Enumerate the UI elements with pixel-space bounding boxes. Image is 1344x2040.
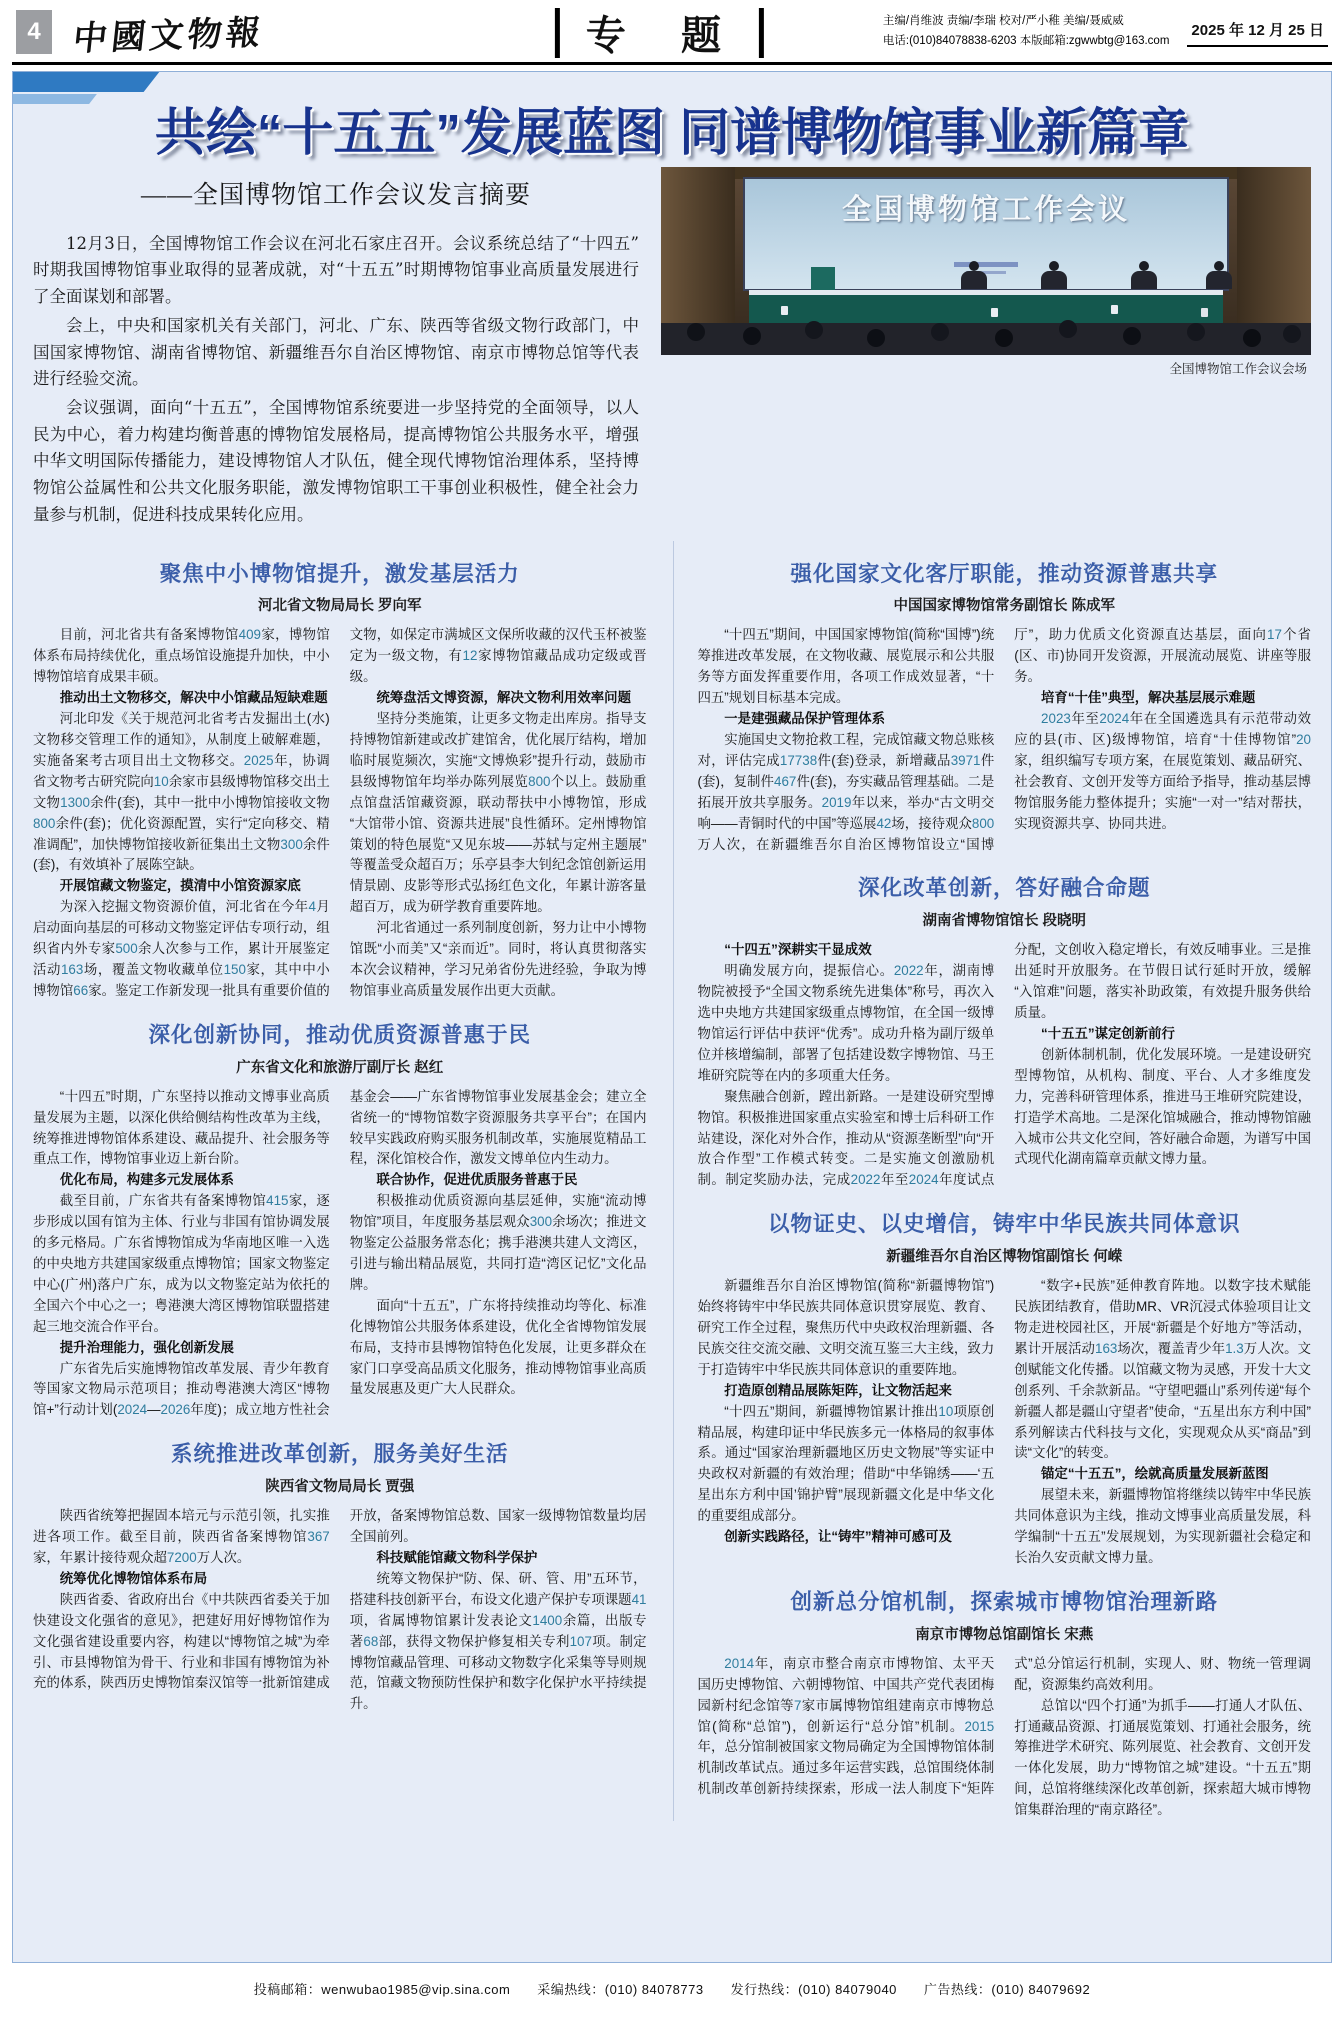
- article-title: 深化创新协同，推动优质资源普惠于民: [148, 1022, 531, 1047]
- article-byline: 湖南省博物馆馆长 段晓明: [922, 913, 1087, 930]
- articles-column-right: [673, 541, 1312, 1822]
- article-body: 目前，河北省共有备案博物馆409家，博物馆体系布局持续优化，重点场馆设施提升加快，中小博物馆培育成果丰硕。 推动出土文物移交，解决中小馆藏品短缺难题 河北印发《关于规范河北省考古发掘出土(水)文物移交管理工作的通知》，从制度上破解难题，实施备案考古项目出土文物移交。2025年，协调省文物考古研究院向10余家市县级博物馆移交出土文物1300余件(套)，其中一批中小博物馆接收文物800余件(套)；优化资源配置，实行“定向移交、精准调配”，加快博物馆接收新征集出土文物300余件(套)，有效填补了展陈空缺。 开展馆藏文物鉴定，摸清中小馆资源家底 为深入挖掘文物资源价值，河北省在今年4月启动面向基层的可移动文物鉴定评估专项行动，组织省内外专家500余人次参与工作，累计开展鉴定活动163场，覆盖文物收藏单位150家，其中中小博物馆66家。鉴定工作新发现一批具有重要价值的文物，如保定市满城区文保所收藏的汉代玉杯被鉴定为一级文物，有12家博物馆藏品成功定级或晋级。 统筹盘活文博资源，解决文物利用效率问题 坚持分类施策，让更多文物走出库房。指导支持博物馆新建或改扩建馆舍，优化展厅结构，增加临时展览频次，实施“文博焕彩”提升行动，鼓励市县级博物馆年均举办陈列展览800个以上。鼓励重点馆盘活馆藏资源，联动帮扶中小博物馆，形成“大馆带小馆、资源共进展”良性循环。定州博物馆策划的特色展览“又见东坡——苏轼与定州主题展”等覆盖受众超百万；乐亭县李大钊纪念馆创新运用情景剧、皮影等形式弘扬红色文化，年累计游客量超百万，成为研学教育重要阵地。 河北省通过一系列制度创新，努力让中小博物馆既“小而美”又“亲而近”。同时，将认真贯彻落实本次会议精神，学习兄弟省份先进经验，争取为博物馆事业高质量发展作出更大贡献。: [33, 627, 647, 998]
- photo-teacups: [781, 306, 788, 315]
- article-xinjiang: [698, 1211, 1312, 1569]
- article-body: “十四五”时期，广东坚持以推动文博事业高质量发展为主题，以深化供给侧结构性改革为主线，统筹推进博物馆体系建设、藏品提升、社会服务等重点工作，博物馆事业迈上新台阶。 优化布局，构建多元发展体系 截至目前，广东省共有备案博物馆415家，逐步形成以国有馆为主体、行业与非国有馆协调发展的多元格局。广东省博物馆成为华南地区唯一入选的中央地方共建国家级重点博物馆；国家文物鉴定中心(广州)落户广东，成为以文物鉴定站为依托的全国六个中心之一；粤港澳大湾区博物馆联盟搭建起三地交流合作平台。 提升治理能力，强化创新发展 广东省先后实施博物馆改革发展、青少年教育等国家文物局示范项目；推动粤港澳大湾区“博物馆+”行动计划(2024—2026年度)；成立地方性社会基金会——广东省博物馆事业发展基金会；建立全省统一的“博物馆数字资源服务共享平台”；在国内较早实践政府购买服务机制改革，实施展览精品工程，深化馆校合作，激发文博单位内生动力。 联合协作，促进优质服务普惠于民 积极推动优质资源向基层延伸，实施“流动博物馆”项目，年度服务基层观众300余场次；推进文物鉴定公益服务常态化；携手港澳共建人文湾区，引进与输出精品展览，共同打造“湾区记忆”文化品牌。 面向“十五五”，广东将持续推动均等化、标准化博物馆公共服务体系建设，优化全省博物馆发展布局，支持市县博物馆特色化发展，让更多群众在家门口享受高品质文化服务，推动博物馆事业高质量发展惠及更广大人民群众。: [33, 1088, 647, 1418]
- main-headline: 共绘“十五五”发展蓝图 同谱博物馆事业新篇章: [154, 104, 1190, 161]
- lede-row: [33, 167, 1311, 531]
- corner-accent: [12, 71, 162, 92]
- article-title: 聚焦中小博物馆提升，激发基层活力: [159, 561, 520, 586]
- main-panel: [12, 71, 1332, 1963]
- lede-text-block: [33, 167, 639, 531]
- photo-audience-heads: [687, 323, 705, 341]
- article-body: 新疆维吾尔自治区博物馆(简称“新疆博物馆”)始终将铸牢中华民族共同体意识贯穿展览、教育、研究工作全过程，聚焦历代中央政权治理新疆、各民族交往交流交融、文明交流互鉴三大主线，致力于打造铸牢中华民族共同体意识的重要阵地。 打造原创精品展陈矩阵，让文物活起来 “十四五”期间，新疆博物馆累计推出10项原创精品展，构建印证中华民族多元一体格局的叙事体系。通过“国家治理新疆地区历史文物展”等实证中央政权对新疆的有效治理；借助“中华锦绣——‘五星出东方利中国’锦护臂”展现新疆文化是中华文化的重要组成部分。 创新实践路径，让“铸牢”精神可感可及 “数字+民族”延伸教育阵地。以数字技术赋能民族团结教育，借助MR、VR沉浸式体验项目让文物走进校园社区，开展“新疆是个好地方”等活动，累计开展活动163场次，覆盖青少年1.3万人次。文创赋能文化传播。以馆藏文物为灵感，开发十大文创系列、千余款新品。“守望吧疆山”系列传递“每个新疆人都是疆山守望者”使命，“五星出东方利中国”系列解读古代科技与文化，实现观众从买“商品”到读“文化”的转变。 锚定“十五五”，绘就高质量发展新蓝图 展望未来，新疆博物馆将继续以铸牢中华民族共同体意识为主线，推动文博事业高质量发展，科学编制“十五五”发展规划，为实现新疆社会稳定和长治久安贡献文博力量。: [697, 1278, 1312, 1565]
- article-body: “十四五”深耕实干显成效 明确发展方向，提振信心。2022年，湖南博物院被授予“全国文物系统先进集体”称号，再次入选中央地方共建国家级重点博物馆，在全国一级博物馆运行评估中获评“优秀”。成功升格为副厅级单位并核增编制，部署了包括建设数字博物馆、马王堆研究院等在内的多项重大任务。 聚焦融合创新，蹚出新路。一是建设研究型博物馆。积极推进国家重点实验室和博士后科研工作站建设，深化对外合作，推动从“资源垄断型”向“开放合作型”工作模式转变。二是实施文创激励机制。制定奖励办法，完成2022年至2024年度试点分配，文创收入稳定增长，有效反哺事业。三是推出延时开放服务。在节假日试行延时开放，缓解“入馆难”问题，落实补助政策，有效提升服务供给质量。 “十五五”谋定创新前行 创新体制机制，优化发展环境。一是建设研究型博物馆，从机构、制度、平台、人才多维度发力，完善科研管理体系，推进马王堆研究院建设，打造学术高地。二是深化馆城融合，推动博物馆融入城市公共文化空间，答好融合命题，为谱写中国式现代化湖南篇章贡献文博力量。: [697, 942, 1311, 1188]
- article-byline: 陕西省文物局局长 贾强: [265, 1479, 415, 1496]
- subtitle: ——全国博物馆工作会议发言摘要: [140, 181, 531, 209]
- screen-title-text: 全国博物馆工作会议: [841, 193, 1130, 226]
- article-hebei: [33, 561, 647, 1002]
- section-title: 专 题: [585, 14, 744, 58]
- article-title: 深化改革创新，答好融合命题: [857, 876, 1151, 901]
- masthead: [0, 0, 1344, 58]
- divider-bar: [555, 8, 560, 58]
- page-footer: 投稿邮箱：wenwubao1985@vip.sina.com 采编热线：(010) 84078773 发行热线：(010) 84079040 广告热线：(010) 84079692: [253, 1982, 1091, 1997]
- photo-speaker: [1041, 271, 1067, 289]
- article-title: 创新总分馆机制，探索城市博物馆治理新路: [790, 1589, 1218, 1614]
- article-byline: 南京市博物总馆副馆长 宋燕: [915, 1626, 1094, 1643]
- article-guangdong: [33, 1022, 647, 1421]
- staff-credits: [883, 12, 1170, 51]
- article-nanjing: [698, 1589, 1312, 1821]
- masthead-right: [883, 12, 1328, 51]
- screen-subtitle-bar: [954, 262, 1018, 267]
- header-rule: [12, 62, 1332, 65]
- conference-photo: [661, 167, 1311, 355]
- intro-paragraph: 12月3日，全国博物馆工作会议在河北石家庄召开。会议系统总结了“十四五”时期我国博物馆事业取得的显著成就，对“十五五”时期博物馆事业高质量发展进行了全面谋划和部署。: [33, 233, 639, 307]
- intro-paragraph: 会议强调，面向“十五五”，全国博物馆系统要进一步坚持党的全面领导，以人民为中心，着力构建均衡普惠的博物馆发展格局，提高博物馆公共服务水平，增强中华文明国际传播能力，建设博物馆人才队伍，健全现代博物馆治理体系，坚持博物馆公益属性和公共文化服务职能，激发博物馆职工干事创业积极性，健全社会力量参与机制，促进科技成果转化应用。: [33, 397, 639, 524]
- articles-grid: [33, 541, 1311, 1822]
- photo-audience: [661, 323, 1311, 355]
- article-title: 以物证史、以史增信，铸牢中华民族共同体意识: [767, 1212, 1241, 1237]
- article-national-museum: [698, 561, 1312, 856]
- photo-speaker: [1131, 271, 1157, 289]
- article-body: 陕西省统筹把握固本培元与示范引领，扎实推进各项工作。截至目前，陕西省备案博物馆367家，年累计接待观众超7200万人次。 统筹优化博物馆体系布局 陕西省委、省政府出台《中共陕西省委关于加快建设文化强省的意见》，把建好用好博物馆作为文化强省建设重要内容，构建以“博物馆之城”为牵引、市县博物馆为骨干、行业和非国有博物馆为补充的体系，陕西历史博物馆秦汉馆等一批新馆建成开放，备案博物馆总数、国家一级博物馆数量均居全国前列。 科技赋能馆藏文物科学保护 统筹文物保护“防、保、研、管、用”五环节，搭建科技创新平台，布设文化遗产保护专项课题41项，省属博物馆累计发表论文1400余篇，出版专著68部，获得文物保护修复相关专利107项。制定博物馆藏品管理、可移动文物数字化采集等导则规范，馆藏文物预防性保护和数字化保护水平持续提升。: [33, 1508, 647, 1712]
- staff-line-2: 电话:(010)84078838-6203 本版邮箱:zgwwbtg@163.com: [882, 35, 1170, 47]
- article-body: 2014年，南京市整合南京市博物馆、太平天国历史博物馆、六朝博物馆、中国共产党代表团梅园新村纪念馆等7家市属博物馆组建南京市博物总馆(简称“总馆”)，创新运行“总分馆”机制。2015年，总分馆制被国家文物局确定为全国博物馆体制机制改革试点。通过多年运营实践，总馆围绕体制机制改革创新持续探索，形成一法人制度下“矩阵式”总分馆运行机制，实现人、财、物统一管理调配，资源集约高效利用。 总馆以“四个打通”为抓手——打通人才队伍、打通藏品资源、打通展览策划、打通社会服务，统筹推进学术研究、陈列展览、社会教育、文创开发一体化发展，助力“博物馆之城”建设。“十五五”期间，总馆将继续深化改革创新，探索超大城市博物馆集群治理的“南京路径”。: [697, 1655, 1311, 1818]
- article-byline: 中国国家博物馆常务副馆长 陈成军: [893, 598, 1116, 615]
- article-byline: 河北省文物局局长 罗向军: [257, 598, 422, 615]
- paper-name-logo: 中國文物報: [71, 12, 267, 59]
- staff-line-1: 主编/肖维波 责编/李瑞 校对/严小稚 美编/聂威威: [882, 15, 1124, 28]
- photo-caption: 全国博物馆工作会议会场: [1169, 361, 1307, 376]
- articles-column-left: [33, 541, 647, 1822]
- corner-accent-light: [12, 94, 97, 104]
- photo-dais-table: [749, 290, 1223, 325]
- article-shaanxi: [33, 1441, 647, 1715]
- photo-speaker: [961, 271, 987, 289]
- intro-paragraph: 会上，中央和国家机关有关部门，河北、广东、陕西等省级文物行政部门，中国国家博物馆、湖南省博物馆、新疆维吾尔自治区博物馆、南京市博物总馆等代表进行经验交流。: [33, 315, 639, 389]
- article-hunan: [698, 875, 1312, 1191]
- article-title: 系统推进改革创新，服务美好生活: [170, 1442, 509, 1467]
- photo-speaker: [1206, 271, 1232, 289]
- page-number: 4: [16, 10, 52, 54]
- divider-bar: [759, 8, 764, 58]
- intro-paragraphs: [33, 231, 639, 529]
- issue-date: 2025 年 12 月 25 日: [1187, 17, 1328, 47]
- article-byline: 新疆维吾尔自治区博物馆副馆长 何嵘: [886, 1249, 1123, 1266]
- conference-photo-figure: [661, 167, 1311, 531]
- section-banner: [555, 4, 764, 61]
- article-byline: 广东省文化和旅游厅副厅长 赵红: [236, 1059, 444, 1076]
- article-body: “十四五”期间，中国国家博物馆(简称“国博”)统筹推进改革发展，在文物收藏、展览展示和公共服务等方面发挥重要作用，各项工作成效显著，“十四五”规划目标基本完成。 一是建强藏品保护管理体系 实施国史文物抢救工程，完成馆藏文物总账核对，评估完成17738件(套)登录，新增藏品3971件(套)，复制件467件(套)，夯实藏品管理基础。二是拓展开放共享服务。2019年以来，举办“古文明交响——青铜时代的中国”等巡展42场，接待观众800万人次，在新疆维吾尔自治区博物馆设立“国博厅”，助力优质文化资源直达基层，面向17个省(区、市)协同开发资源，开展流动展览、讲座等服务。 培育“十佳”典型，解决基层展示难题 2023年至2024年在全国遴选具有示范带动效应的县(市、区)级博物馆，培育“十佳博物馆”20家，组织编写专项方案，在展览策划、藏品研究、社会教育、文创开发等方面给予指导，推动基层博物馆服务能力整体提升；实施“一对一”结对帮扶，实现资源共享、协同共进。: [697, 627, 1311, 852]
- article-title: 强化国家文化客厅职能，推动资源普惠共享: [790, 561, 1218, 586]
